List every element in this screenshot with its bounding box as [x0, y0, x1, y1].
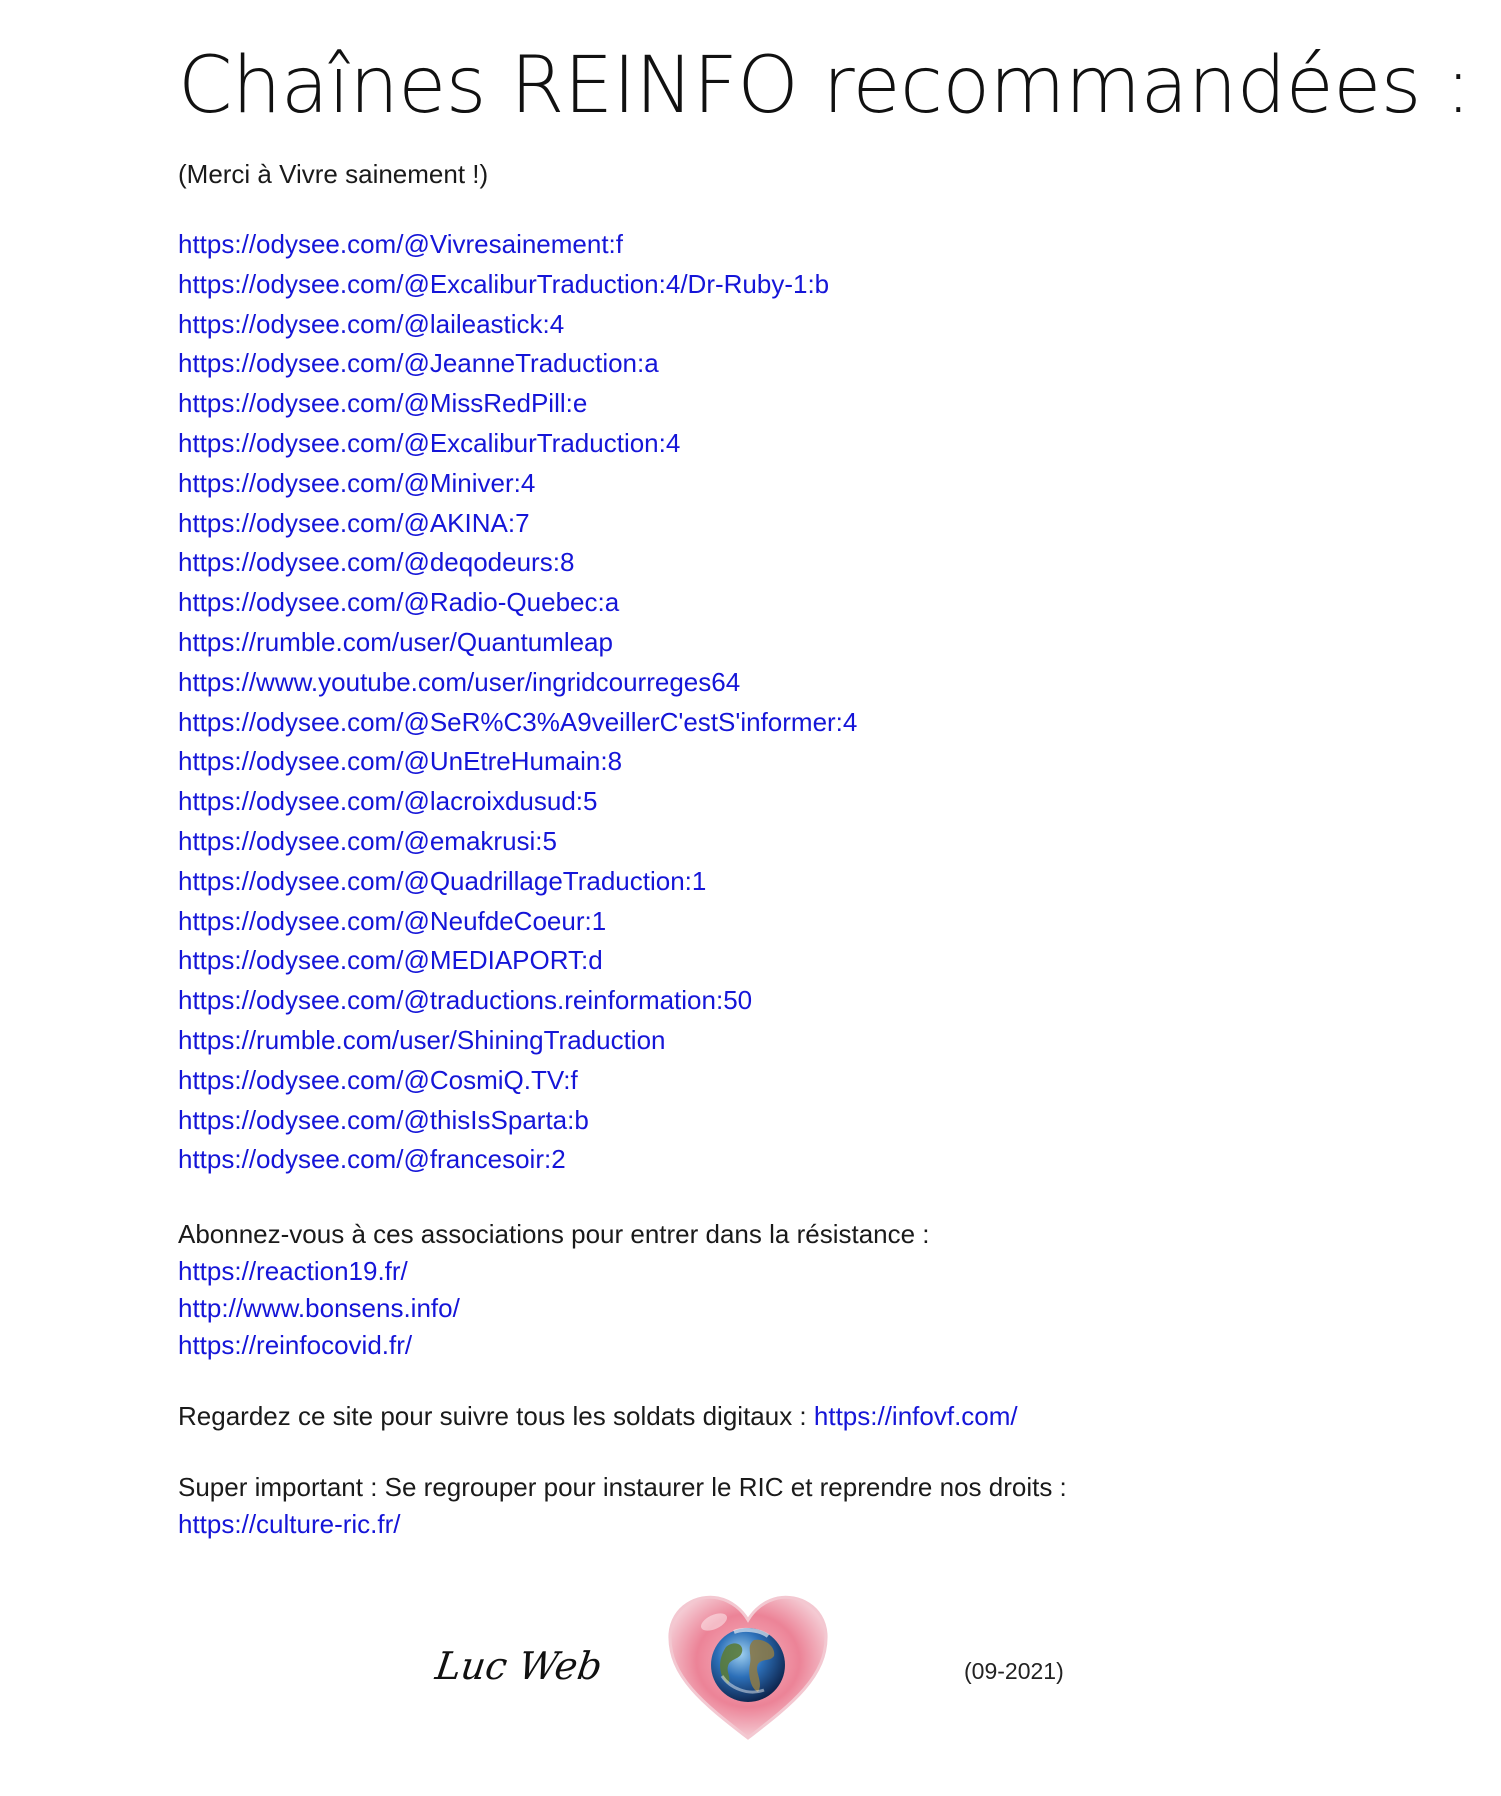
channel-link[interactable]: https://odysee.com/@NeufdeCoeur:1 [178, 905, 607, 936]
association-link[interactable]: https://reaction19.fr/ [178, 1256, 408, 1287]
associations-section [178, 1216, 1418, 1364]
channel-link[interactable]: https://odysee.com/@AKINA:7 [178, 507, 530, 538]
channel-link[interactable]: https://rumble.com/user/Quantumleap [178, 626, 613, 657]
channel-link[interactable]: https://odysee.com/@traductions.reinformation:50 [178, 985, 753, 1016]
date-label: (09-2021) [964, 1658, 1064, 1684]
channel-link[interactable]: https://odysee.com/@lacroixdusud:5 [178, 786, 598, 817]
soldats-line [178, 1398, 1418, 1435]
channel-link[interactable]: https://odysee.com/@emakrusi:5 [178, 825, 557, 856]
channel-link[interactable]: https://odysee.com/@MEDIAPORT:d [178, 945, 603, 976]
channel-link[interactable]: https://odysee.com/@CosmiQ.TV:f [178, 1064, 578, 1095]
channel-link[interactable]: https://odysee.com/@SeR%C3%A9veillerC'estS'informer:4 [178, 706, 858, 737]
heart-earth-icon [664, 1592, 832, 1742]
channel-link-list [178, 225, 1418, 1180]
channel-link[interactable]: https://odysee.com/@JeanneTraduction:a [178, 348, 659, 379]
associations-intro: Abonnez-vous à ces associations pour entrer dans la résistance : [178, 1219, 930, 1250]
association-link[interactable]: https://reinfocovid.fr/ [178, 1330, 413, 1361]
signature: Luc Web [432, 1644, 605, 1688]
channel-link[interactable]: https://odysee.com/@laileastick:4 [178, 308, 565, 339]
channel-link[interactable]: https://odysee.com/@MissRedPill:e [178, 388, 588, 419]
ric-link[interactable]: https://culture-ric.fr/ [178, 1509, 401, 1540]
channel-link[interactable]: https://odysee.com/@ExcaliburTraduction:4 [178, 427, 681, 458]
channel-link[interactable]: https://odysee.com/@francesoir:2 [178, 1144, 566, 1175]
ric-text: Super important : Se regrouper pour instaurer le RIC et reprendre nos droits : [178, 1472, 1067, 1503]
soldats-text: Regardez ce site pour suivre tous les soldats digitaux : [178, 1401, 814, 1432]
channel-link[interactable]: https://odysee.com/@QuadrillageTraduction:1 [178, 865, 707, 896]
channel-link[interactable]: https://odysee.com/@UnEtreHumain:8 [178, 746, 623, 777]
soldats-link[interactable]: https://infovf.com/ [813, 1401, 1018, 1432]
page-content [178, 36, 1471, 1543]
channel-link[interactable]: https://odysee.com/@ExcaliburTraduction:4/Dr-Ruby-1:b [178, 268, 830, 299]
association-link[interactable]: http://www.bonsens.info/ [178, 1293, 460, 1324]
channel-link[interactable]: https://odysee.com/@Radio-Quebec:a [178, 587, 620, 618]
page-title: Chaînes REINFO recommandées : [178, 41, 1471, 131]
channel-link[interactable]: https://rumble.com/user/ShiningTraduction [178, 1024, 666, 1055]
channel-link[interactable]: https://odysee.com/@Vivresainement:f [178, 229, 624, 259]
channel-link[interactable]: https://odysee.com/@Miniver:4 [178, 467, 536, 498]
channel-link[interactable]: https://www.youtube.com/user/ingridcourreges64 [178, 666, 741, 697]
footer [0, 1592, 1501, 1762]
ric-section [178, 1469, 1418, 1543]
channel-link[interactable]: https://odysee.com/@thisIsSparta:b [178, 1104, 589, 1135]
channel-link[interactable]: https://odysee.com/@deqodeurs:8 [178, 547, 575, 578]
thanks-note: (Merci à Vivre sainement !) [178, 159, 489, 189]
